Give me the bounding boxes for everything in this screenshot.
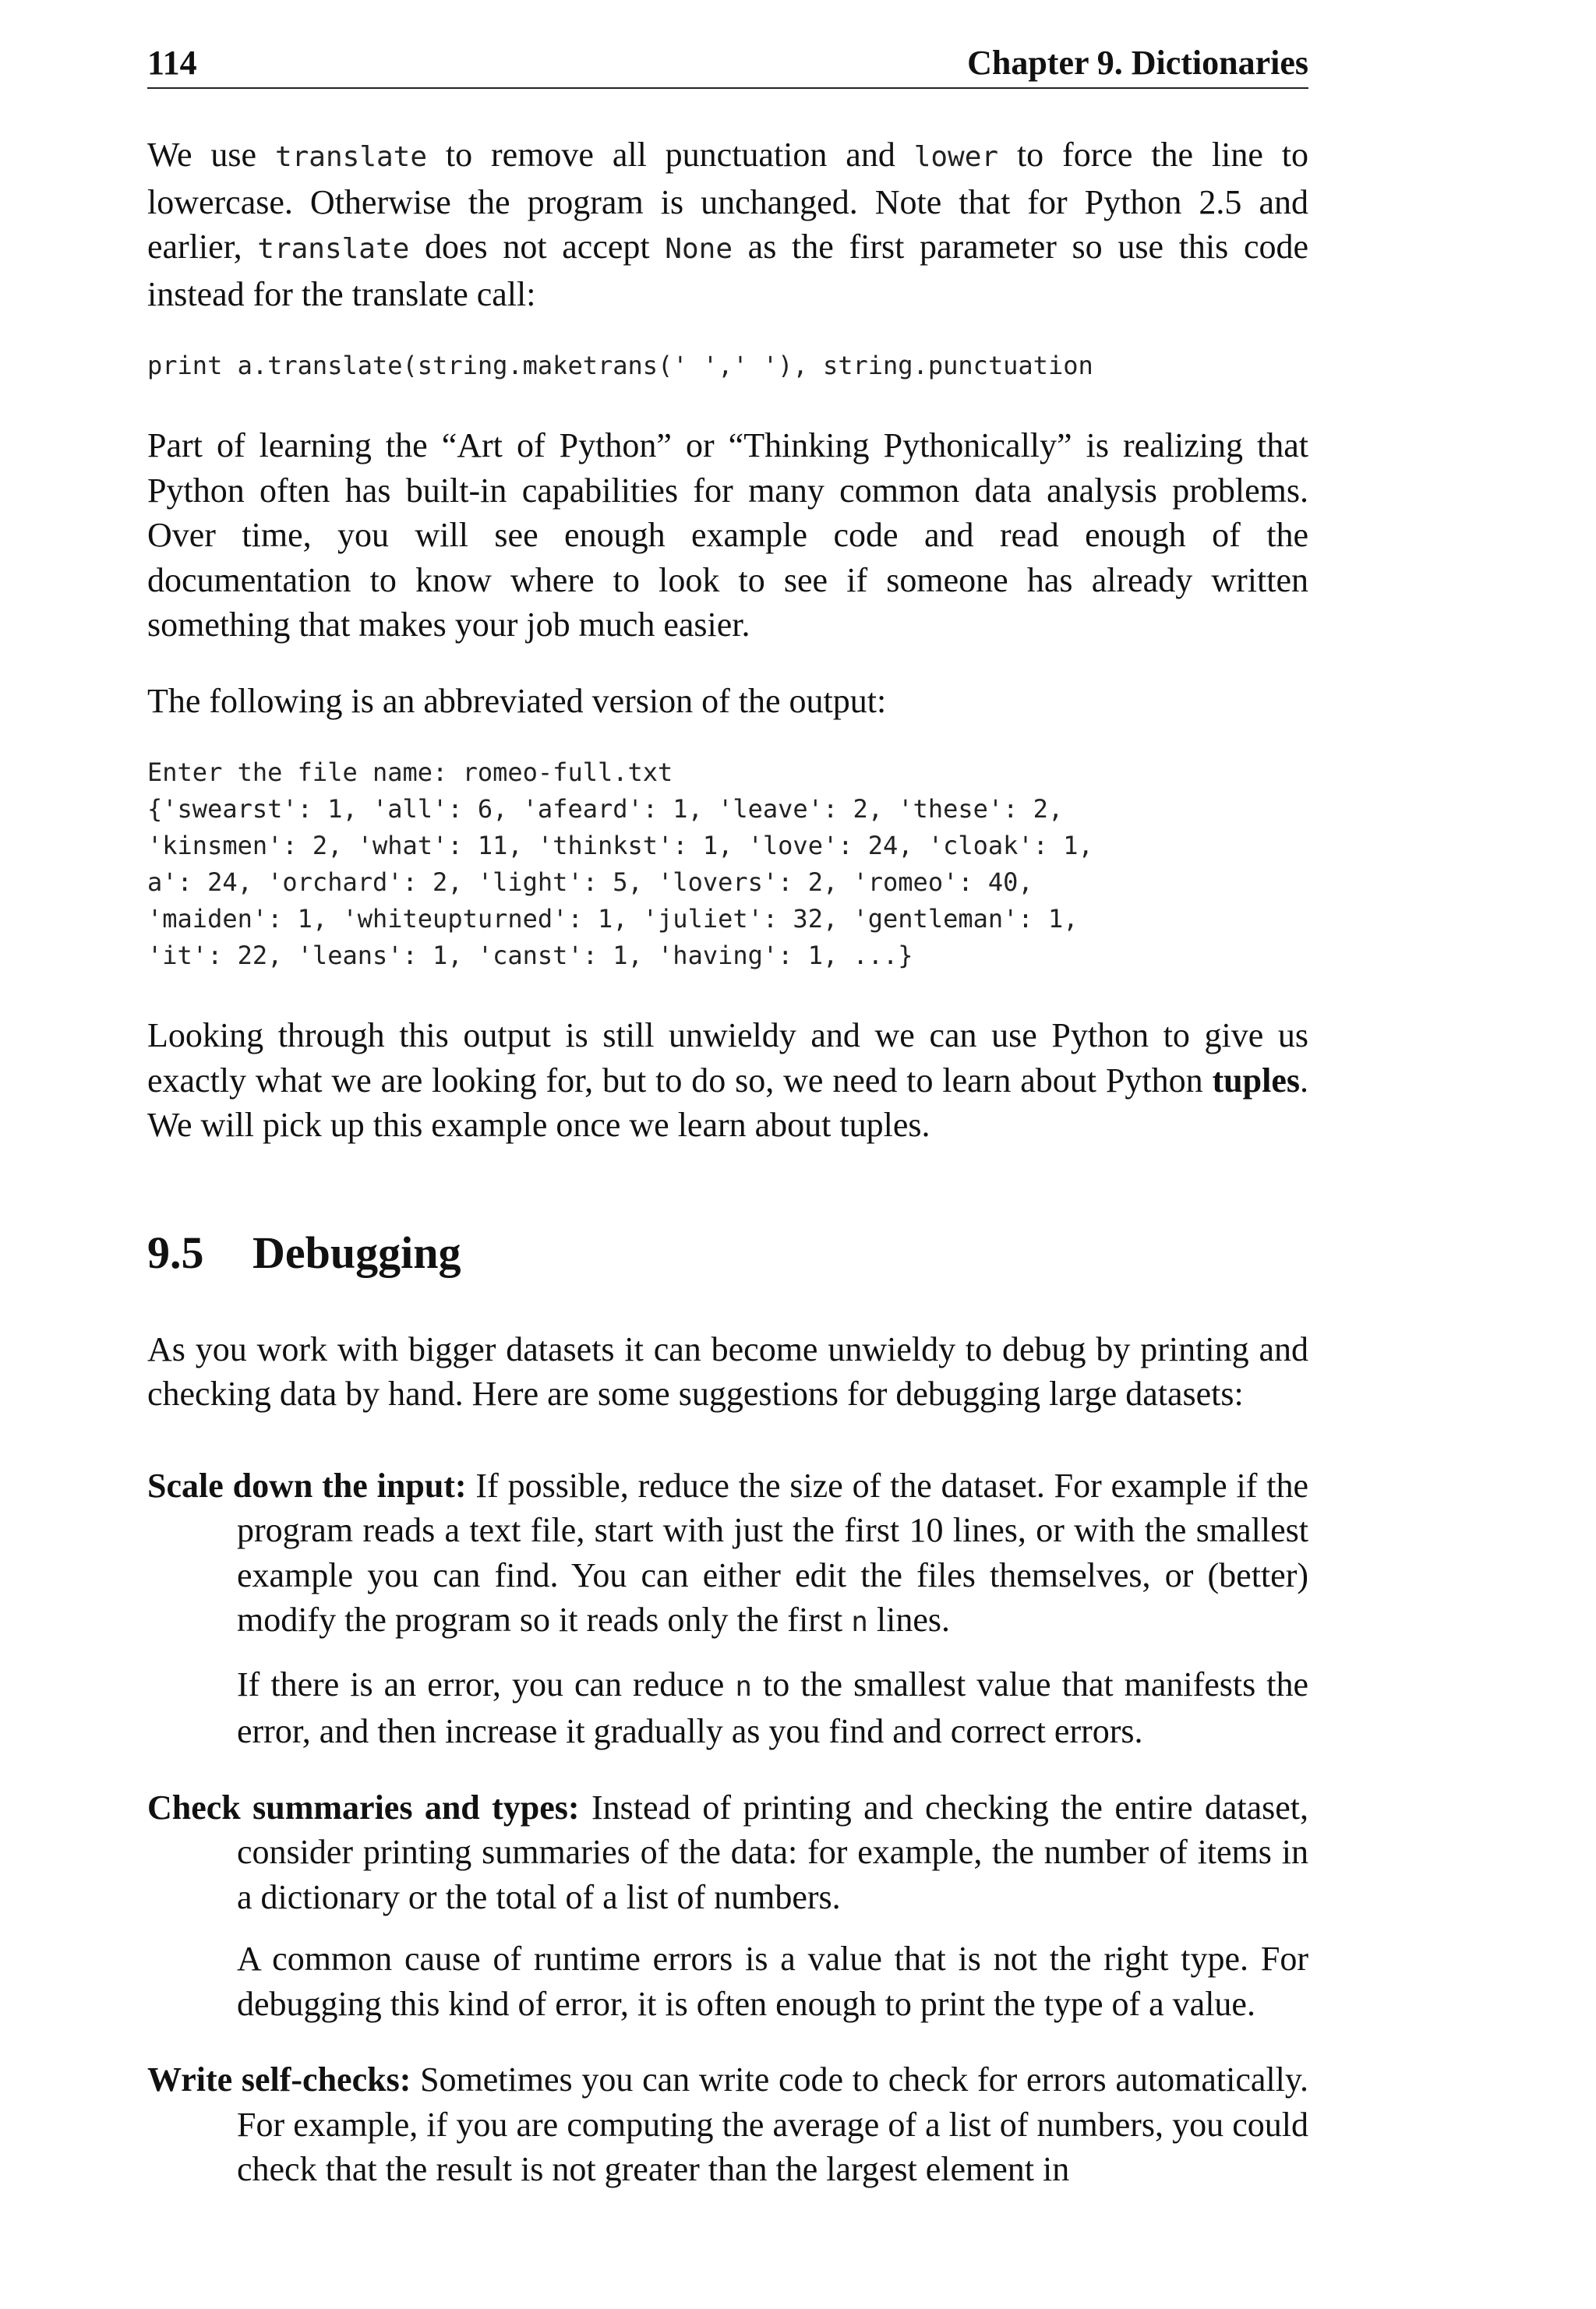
text-run: to force the line to lowercase. Otherwise the program is unchanged. Note that for Python 2.5 and earlier, [147, 136, 1309, 266]
text-run: . We will pick up this example once we learn about tuples. [147, 1061, 1308, 1144]
page-number: 114 [147, 44, 197, 82]
item-text [147, 1785, 1308, 1920]
code-block-translate-call: print a.translate(string.maketrans(' ',' '), string.punctuation [147, 351, 1093, 380]
inline-code-n: n [735, 1670, 753, 1703]
section-title: Debugging [252, 1227, 461, 1278]
text-run: as the first parameter so use this code instead for the translate call: [147, 228, 1309, 313]
section-number: 9.5 [147, 1227, 204, 1278]
text-run: Instead of printing and checking the entire dataset, consider printing summaries of the data: for example, the number of items in a dictionary or the total of a list of numbers. [237, 1788, 1309, 1916]
text-run: to the smallest value that manifests the error, and then increase it gradually as you find and correct errors. [237, 1665, 1309, 1750]
page-content [147, 132, 1308, 2223]
text-run: to remove all punctuation and [427, 136, 914, 174]
text-run: lines. [867, 1601, 950, 1639]
paragraph-output-intro: The following is an abbreviated version of the output: [147, 681, 887, 720]
list-item-self-checks [147, 2057, 1308, 2192]
text-run: Looking through this output is still unwieldy and we can use Python to give us exactly what we are looking for, but to do so, we need to learn about Python [147, 1016, 1308, 1100]
bold-term-tuples: tuples [1212, 1061, 1300, 1100]
section-heading [147, 1226, 1308, 1280]
item-subparagraph [147, 1662, 1308, 1754]
item-term: Check summaries and types: [147, 1788, 580, 1827]
paragraph-debugging-intro: As you work with bigger datasets it can become unwieldy to debug by printing and checking data by hand. Here are some suggestions for debugging large datasets: [147, 1329, 1308, 1413]
paragraph-art-of-python: Part of learning the “Art of Python” or “Thinking Pythonically” is realizing that Python often has built-in capabilities for many common data analysis problems. Over time, you will see enough example code and read enough of the documentation to know where to look to see if someone has already written something that makes your job much easier. [147, 426, 1308, 644]
item-term: Write self-checks: [147, 2060, 411, 2099]
chapter-title: Chapter 9. Dictionaries [967, 44, 1308, 82]
item-text [147, 1463, 1308, 1645]
text-run: does not accept [409, 228, 666, 266]
list-item-check-summaries [147, 1785, 1308, 2027]
inline-code-n: n [851, 1606, 868, 1638]
text-run: If possible, reduce the size of the dataset. For example if the program reads a text file, start with just the first 10 lines, or with the smallest example you can find. You can either edit the files themselves, or (better) modify the program so it reads only the first [237, 1466, 1308, 1639]
item-text [147, 2057, 1308, 2192]
inline-code-none: None [665, 233, 733, 265]
code-block-output: Enter the file name: romeo-full.txt {'swearst': 1, 'all': 6, 'afeard': 1, 'leave': 2, 'these': 2, 'kinsmen': 2, 'what': 11, 'thinkst': 1, 'love': 24, 'cloak': 1, a': 24, 'orchard': 2, 'light': 5, 'lovers': 2, 'romeo': 40, 'maiden': 1, 'whiteupturned': 1, 'juliet': 32, 'gentleman': 1, 'it': 22, 'leans': 1, 'canst': 1, 'having': 1, ...} [147, 757, 1093, 970]
item-term: Scale down the input: [147, 1466, 467, 1505]
list-item-scale-down [147, 1463, 1308, 1754]
text-run: If there is an error, you can reduce [237, 1665, 736, 1704]
paragraph-tuples [147, 1013, 1308, 1148]
inline-code-translate: translate [257, 233, 410, 265]
inline-code-translate: translate [274, 141, 428, 173]
inline-code-lower: lower [913, 141, 999, 173]
text-run: Sometimes you can write code to check for errors automatically. For example, if you are computing the average of a list of numbers, you could check that the result is not greater than the largest element in [237, 2060, 1308, 2188]
paragraph-translate-intro [147, 132, 1308, 316]
item-subparagraph: A common cause of runtime errors is a value that is not the right type. For debugging this kind of error, it is often enough to print the type of a value. [237, 1940, 1308, 2023]
running-header [147, 39, 1308, 89]
suggestion-list [147, 1463, 1308, 2192]
text-run: We use [147, 136, 275, 174]
